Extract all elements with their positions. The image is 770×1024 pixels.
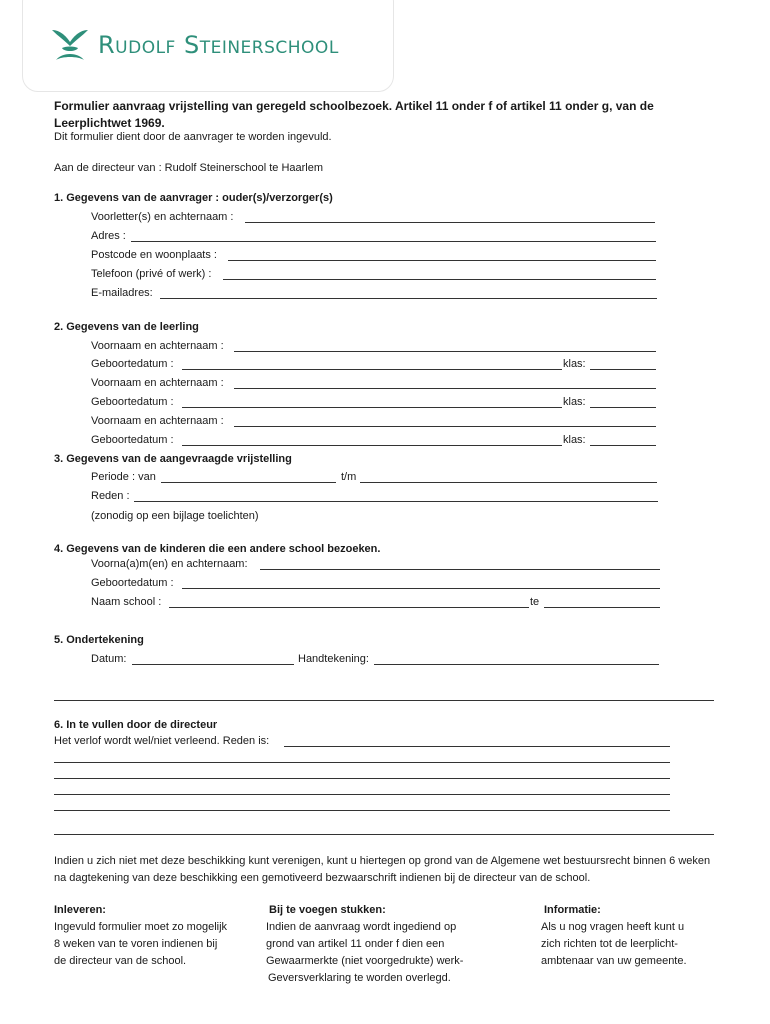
pupil1-class-label: klas: (563, 358, 586, 370)
school-name-label: Naam school : (91, 596, 162, 608)
applicant-name-label: Voorletter(s) en achternaam : (91, 211, 234, 223)
section1-heading: 1. Gegevens van de aanvrager : ouder(s)/verzorger(s) (54, 192, 333, 204)
information-line: Als u nog vragen heeft kunt u (541, 921, 685, 933)
submit-title: Inleveren: (54, 904, 106, 916)
other-child-birth-label: Geboortedatum : (91, 577, 174, 589)
attachments-line: grond van artikel 11 onder f dien een (266, 938, 445, 950)
reason-note: (zonodig op een bijlage toelichten) (91, 510, 259, 522)
date-label: Datum: (91, 653, 127, 665)
submit-line: 8 weken van te voren indienen bij (54, 938, 218, 950)
period-until-label: t/m (341, 471, 357, 483)
pupil2-name-label: Voornaam en achternaam : (91, 377, 224, 389)
pupil1-birth-field[interactable] (182, 369, 562, 370)
reason-field[interactable] (134, 501, 658, 502)
pupil2-birth-label: Geboortedatum : (91, 396, 174, 408)
signature-field[interactable] (374, 664, 659, 665)
attachments-line: Geversverklaring te worden overlegd. (268, 972, 451, 984)
section4-heading: 4. Gegevens van de kinderen die een andere school bezoeken. (54, 543, 381, 555)
pupil3-class-label: klas: (563, 434, 586, 446)
submit-line: Ingevuld formulier moet zo mogelijk (54, 921, 228, 933)
decision-reason-field[interactable] (284, 746, 670, 747)
pupil2-name-field[interactable] (234, 388, 656, 389)
section2-heading: 2. Gegevens van de leerling (54, 321, 199, 333)
email-field[interactable] (160, 298, 657, 299)
pupil3-class-field[interactable] (590, 445, 656, 446)
pupil2-class-field[interactable] (590, 407, 656, 408)
school-name-field[interactable] (169, 607, 529, 608)
postcode-field[interactable] (228, 260, 656, 261)
signature-label: Handtekening: (298, 653, 369, 665)
pupil3-name-label: Voornaam en achternaam : (91, 415, 224, 427)
form-title: Formulier aanvraag vrijstelling van geregeld schoolbezoek. Artikel 11 onder f of artikel 11 onder g, van de Leerplichtwet 1969. (54, 99, 654, 130)
phone-label: Telefoon (privé of werk) : (91, 268, 212, 280)
information-info (541, 902, 741, 970)
reason-label: Reden : (91, 490, 130, 502)
information-title: Informatie: (544, 904, 601, 916)
other-child-birth-field[interactable] (182, 588, 660, 589)
period-from-field[interactable] (161, 482, 336, 483)
decision-line-4[interactable] (54, 794, 670, 795)
school-name: Rudolf Steinerschool (98, 31, 339, 59)
section3-heading: 3. Gegevens van de aangevraagde vrijstelling (54, 453, 292, 465)
appeal-notice: Indien u zich niet met deze beschikking kunt verenigen, kunt u hiertegen op grond van de Algemene wet bestuursrecht binnen 6 weken na dagtekening van deze beschikking een gemotiveerd bezwaarschrift indienen bij de directeur van de school. (54, 855, 711, 884)
period-until-field[interactable] (360, 482, 657, 483)
attachments-title: Bij te voegen stukken: (269, 904, 386, 916)
school-logo-icon (48, 26, 92, 66)
pupil2-birth-field[interactable] (182, 407, 562, 408)
separator-line (54, 700, 714, 701)
postcode-label: Postcode en woonplaats : (91, 249, 217, 261)
pupil1-name-label: Voornaam en achternaam : (91, 340, 224, 352)
pupil3-birth-label: Geboortedatum : (91, 434, 174, 446)
pupil1-name-field[interactable] (234, 351, 656, 352)
email-label: E-mailadres: (91, 287, 153, 299)
date-field[interactable] (132, 664, 294, 665)
period-from-label: Periode : van (91, 471, 156, 483)
other-child-name-field[interactable] (260, 569, 660, 570)
pupil3-birth-field[interactable] (182, 445, 562, 446)
other-child-name-label: Voorna(a)m(en) en achternaam: (91, 558, 248, 570)
information-line: zich richten tot de leerplicht- (541, 938, 678, 950)
information-line: ambtenaar van uw gemeente. (541, 955, 687, 967)
applicant-name-field[interactable] (245, 222, 655, 223)
phone-field[interactable] (223, 279, 656, 280)
pupil3-name-field[interactable] (234, 426, 656, 427)
pupil1-class-field[interactable] (590, 369, 656, 370)
submit-line: de directeur van de school. (54, 955, 187, 967)
decision-line-2[interactable] (54, 762, 670, 763)
decision-line-5[interactable] (54, 810, 670, 811)
form-subtitle: Dit formulier dient door de aanvrager te worden ingevuld. (54, 131, 332, 143)
decision-line-3[interactable] (54, 778, 670, 779)
separator-line-2 (54, 834, 714, 835)
attachments-line: Gewaarmerkte (niet voorgedrukte) werk- (266, 955, 464, 967)
submit-info (54, 902, 264, 970)
address-label: Adres : (91, 230, 126, 242)
address-field[interactable] (131, 241, 656, 242)
school-place-field[interactable] (544, 607, 660, 608)
pupil2-class-label: klas: (563, 396, 586, 408)
section5-heading: 5. Ondertekening (54, 634, 144, 646)
section6-heading: 6. In te vullen door de directeur (54, 719, 218, 731)
attachments-info (266, 902, 506, 987)
attachments-line: Indien de aanvraag wordt ingediend op (266, 921, 457, 933)
school-place-label: te (530, 596, 540, 608)
decision-label: Het verlof wordt wel/niet verleend. Reden is: (54, 735, 270, 747)
addressee: Aan de directeur van : Rudolf Steinerschool te Haarlem (54, 162, 324, 174)
pupil1-birth-label: Geboortedatum : (91, 358, 174, 370)
